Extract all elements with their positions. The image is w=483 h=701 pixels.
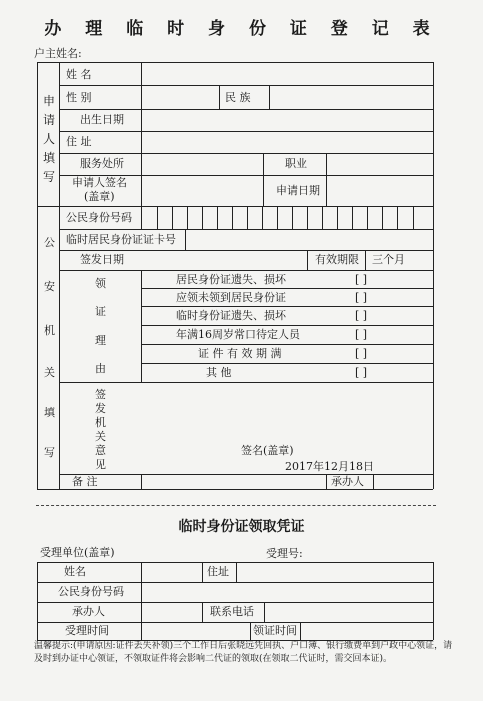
receipt-unit-label: 受理单位(盖章) — [40, 546, 115, 559]
handler-label: 承办人 — [331, 475, 364, 488]
reason-checkbox-2[interactable]: [ ] — [355, 291, 368, 304]
applicant-section-label: 申请人填写 — [42, 94, 55, 184]
head-name-label: 户主姓名: — [34, 47, 82, 60]
apply-date-label: 申请日期 — [276, 184, 320, 197]
reason-checkbox-4[interactable]: [ ] — [355, 328, 368, 341]
seal-label: 签名(盖章) — [241, 444, 294, 457]
reason-2: 应领未领到居民身份证 — [176, 291, 286, 304]
occupation-label: 职业 — [285, 157, 307, 170]
validity-value: 三个月 — [372, 253, 405, 266]
reason-1: 居民身份证遗失、损坏 — [176, 273, 286, 286]
reason-checkbox-6[interactable]: [ ] — [355, 366, 368, 379]
temp-card-number-label: 临时居民身份证证卡号 — [66, 233, 176, 246]
signature-seal-label: (盖章) — [84, 190, 115, 203]
opinion-char-2: 发 — [95, 402, 106, 415]
receipt-accept-time-label: 受理时间 — [65, 624, 109, 637]
receipt-name-label: 姓名 — [64, 565, 86, 578]
police-label-1: 公 — [44, 236, 55, 249]
issue-date-label: 签发日期 — [80, 253, 124, 266]
opinion-char-3: 机 — [95, 416, 106, 429]
receipt-phone-label: 联系电话 — [210, 605, 254, 618]
ethnicity-label: 民 族 — [225, 91, 251, 104]
reason-5: 证 件 有 效 期 满 — [198, 347, 282, 360]
reason-4: 年满16周岁常口待定人员 — [176, 328, 300, 341]
opinion-char-4: 关 — [95, 430, 106, 443]
receipt-id-label: 公民身份号码 — [58, 585, 124, 598]
police-label-3: 机 — [44, 324, 55, 337]
receipt-address-label: 住址 — [207, 565, 229, 578]
reason-checkbox-5[interactable]: [ ] — [355, 347, 368, 360]
seal-date: 2017年12月18日 — [285, 460, 374, 473]
receipt-title: 临时身份证领取凭证 — [178, 519, 305, 535]
receipt-pickup-time-label: 领证时间 — [253, 624, 297, 637]
reason-checkbox-1[interactable]: [ ] — [355, 273, 368, 286]
reason-char-3: 理 — [95, 334, 106, 347]
address-label: 住 址 — [66, 135, 92, 148]
validity-label: 有效期限 — [315, 253, 359, 266]
cut-line — [36, 505, 436, 506]
opinion-char-5: 意 — [95, 444, 106, 457]
signature-label: 申请人签名 — [72, 176, 127, 189]
opinion-char-1: 签 — [95, 388, 106, 401]
footnote: 温馨提示:(申请原因:证件丢失补领)三个工作日后张晓远凭回执、户口簿、银行缴费单到户政中心领证，请及时到办证中心领证，不领取证件将会影响二代证的领取(在领取二代证时，需交回本证)。 — [34, 641, 453, 664]
reason-checkbox-3[interactable]: [ ] — [355, 309, 368, 322]
police-label-4: 关 — [44, 366, 55, 379]
reason-6: 其 他 — [206, 366, 232, 379]
sex-label: 性 别 — [66, 91, 92, 104]
police-label-5: 填 — [44, 406, 55, 419]
reason-3: 临时身份证遗失、损坏 — [176, 309, 286, 322]
police-label-6: 写 — [44, 446, 55, 459]
remarks-label: 备 注 — [72, 475, 98, 488]
workplace-label: 服务处所 — [80, 157, 124, 170]
opinion-char-6: 见 — [95, 458, 106, 471]
receipt-number-label: 受理号: — [266, 547, 303, 560]
reason-char-4: 由 — [95, 362, 106, 375]
reason-char-2: 证 — [95, 305, 106, 318]
police-label-2: 安 — [44, 280, 55, 293]
receipt-handler-label: 承办人 — [72, 605, 105, 618]
form-title: 办 理 临 时 身 份 证 登 记 表 — [44, 19, 439, 39]
birth-date-label: 出生日期 — [80, 113, 124, 126]
reason-char-1: 领 — [95, 277, 106, 290]
name-label: 姓 名 — [66, 68, 92, 81]
id-number-label: 公民身份号码 — [66, 211, 132, 224]
